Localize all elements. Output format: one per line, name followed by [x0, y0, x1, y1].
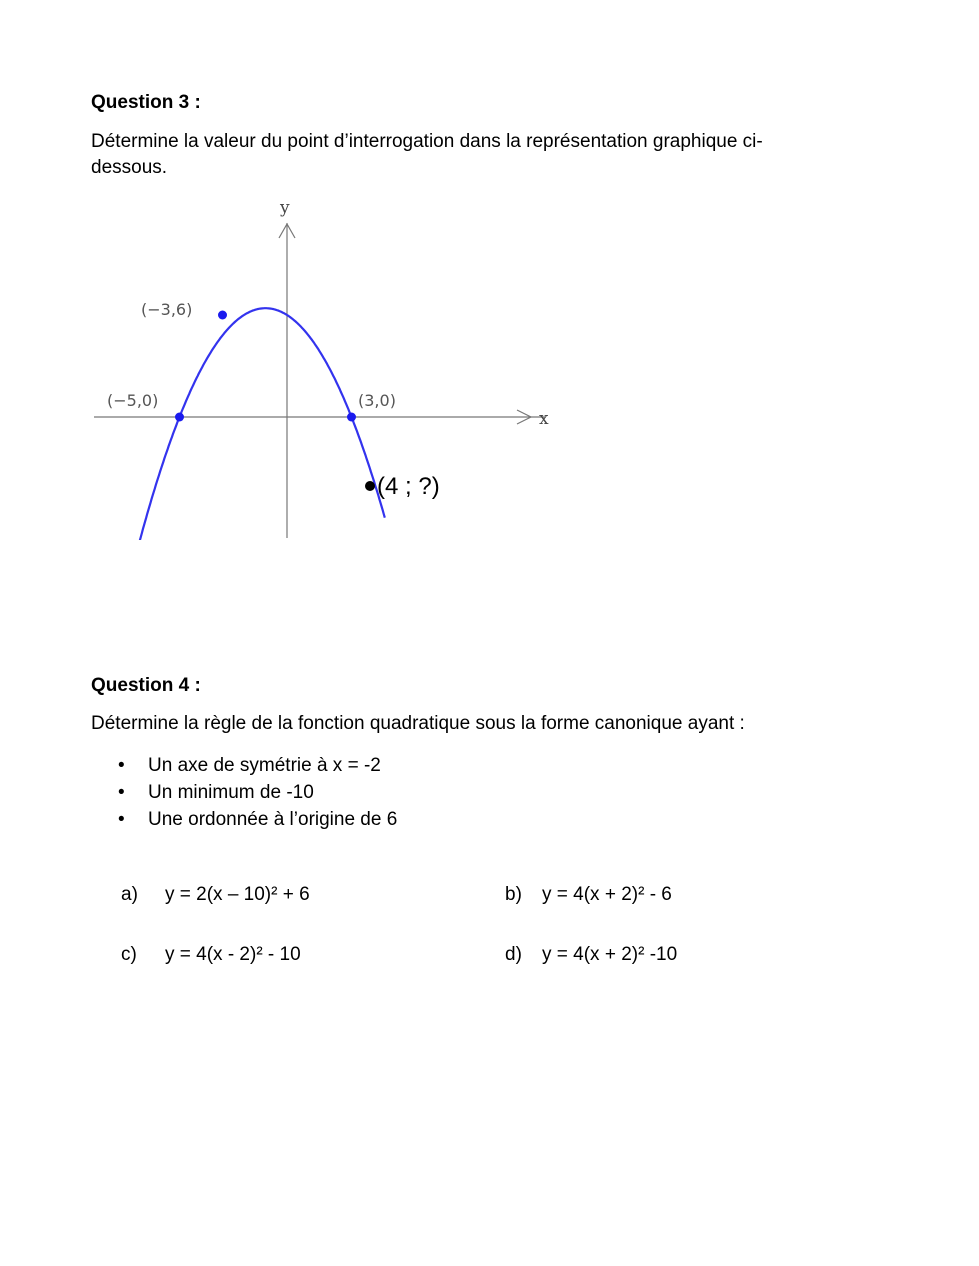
question-4-title: Question 4 : [91, 675, 201, 696]
choice-b-formula: y = 4(x + 2)² - 6 [542, 884, 672, 905]
bullet-icon: • [118, 755, 125, 776]
criteria-list [118, 752, 397, 833]
choice-a-formula: y = 2(x – 10)² + 6 [165, 884, 310, 905]
choice-d-letter: d) [505, 944, 522, 965]
label-point-minus5-0: (−5,0) [107, 391, 159, 410]
choice-d-formula: y = 4(x + 2)² -10 [542, 944, 678, 965]
question-4-text: Détermine la règle de la fonction quadratique sous la forme canonique ayant : [91, 713, 745, 734]
choice-a-letter: a) [121, 884, 138, 905]
choice-a[interactable] [121, 884, 310, 906]
question-3-text-line-2: dessous. [91, 157, 168, 178]
label-point-minus3-6: (−3,6) [141, 300, 193, 319]
parabola-graph [90, 195, 560, 540]
label-point-3-0: (3,0) [358, 391, 396, 410]
question-3-text-line-1: Détermine la valeur du point d’interrogation dans la représentation graphique ci- [91, 131, 763, 152]
bullet-icon: • [118, 809, 125, 830]
parabola-curve [137, 308, 385, 540]
question-3-title: Question 3 : [91, 92, 201, 113]
choice-c-letter: c) [121, 944, 137, 965]
criterion-minimum: • Un minimum de -10 [118, 779, 397, 806]
choice-b[interactable] [505, 884, 672, 906]
x-axis-label: x [539, 409, 549, 429]
point-minus5-0 [175, 413, 184, 422]
unknown-point [365, 481, 375, 491]
label-unknown-point: (4 ; ?) [377, 473, 440, 500]
choice-d[interactable] [505, 944, 677, 966]
choice-c[interactable] [121, 944, 301, 966]
point-3-0 [347, 413, 356, 422]
point-minus3-6 [218, 311, 227, 320]
bullet-icon: • [118, 782, 125, 803]
y-axis-label: y [280, 198, 290, 218]
choice-c-formula: y = 4(x - 2)² - 10 [165, 944, 301, 965]
choice-b-letter: b) [505, 884, 522, 905]
criterion-intercept: • Une ordonnée à l’origine de 6 [118, 806, 397, 833]
criterion-axis: • Un axe de symétrie à x = -2 [118, 752, 397, 779]
